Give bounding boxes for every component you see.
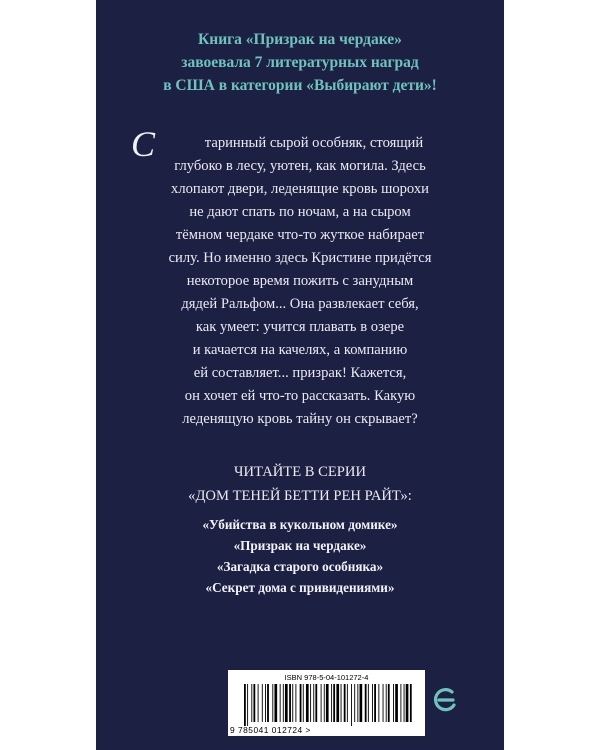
barcode-bar (388, 684, 390, 722)
description-line: таринный сырой особняк, стоящий (204, 135, 424, 151)
barcode-bar (383, 684, 384, 722)
promo-line: завоевала 7 литературных наград (181, 54, 419, 71)
description-line: хлопают двери, леденящие кровь шорохи (171, 181, 429, 197)
barcode-bar (351, 684, 352, 726)
book-title: «Секрет дома с привидениями» (205, 580, 395, 595)
barcode-bar (321, 684, 322, 722)
barcode-bar (344, 684, 346, 722)
barcode-bar (354, 684, 355, 722)
barcode-bar (372, 684, 373, 722)
barcode-bar (326, 684, 329, 722)
series-book-list (96, 514, 504, 598)
barcode-bar (374, 684, 376, 722)
series-heading (96, 460, 504, 508)
barcode-digits: 9 785041 012724 > (230, 725, 311, 735)
barcode-bar (360, 684, 363, 722)
barcode-bar (253, 684, 255, 722)
barcode-bar (333, 684, 335, 722)
book-title: «Убийства в кукольном домике» (202, 517, 398, 532)
book-title: «Загадка старого особняка» (216, 559, 384, 574)
barcode-bar (368, 684, 369, 722)
barcode-bar (274, 684, 277, 722)
barcode-bar (272, 684, 273, 722)
barcode-bar (324, 684, 325, 722)
description-line: некоторое время пожить с занудным (186, 273, 414, 289)
book-description (96, 124, 504, 431)
barcode-bar (341, 684, 342, 722)
barcode-bar (258, 684, 259, 722)
barcode-bar (365, 684, 367, 722)
drop-cap: С (131, 124, 156, 164)
description-line: как умеет: учится плавать в озере (195, 319, 405, 335)
barcode-bar (244, 684, 246, 726)
description-line: не дают спать по ночам, а на сыром (189, 204, 411, 220)
publisher-logo-icon (432, 686, 460, 714)
description-line: ей составляет... призрак! Кажется, (193, 365, 407, 381)
book-back-cover (96, 0, 504, 750)
barcode-bar (313, 684, 314, 722)
barcode-bar (410, 684, 412, 722)
isbn-label: ISBN 978-5-04-101272-4 (284, 673, 369, 682)
series-line-1: ЧИТАЙТЕ В СЕРИИ (234, 464, 366, 480)
description-line: он хочет ей что-то рассказать. Какую (184, 388, 416, 404)
barcode-bar (393, 684, 394, 722)
barcode-bar (251, 684, 252, 722)
barcode-bar (357, 684, 358, 722)
barcode-bar (347, 684, 348, 722)
barcode-bar (285, 684, 288, 722)
barcode-bar (280, 684, 281, 722)
barcode-bars (242, 684, 414, 726)
promo-line: Книга «Призрак на чердаке» (198, 31, 402, 48)
barcode-bar (306, 684, 309, 722)
barcode-bar (289, 684, 291, 722)
promo-line: в США в категории «Выбирают дети»! (163, 77, 437, 94)
barcode-bar (315, 684, 317, 722)
barcode-bar (406, 684, 409, 722)
barcode-bar (310, 684, 311, 722)
barcode-bar (400, 684, 401, 722)
description-line: и качается на качелях, а компанию (192, 342, 408, 358)
description-line: дядей Ральфом... Она развлекает себя, (181, 296, 419, 312)
barcode-bar (395, 684, 398, 722)
description-line: глубоко в лесу, уютен, как могила. Здесь (174, 158, 426, 174)
description-line: силу. Но именно здесь Кристине придётся (168, 250, 432, 266)
barcode-bar (404, 684, 405, 722)
barcode-panel (228, 670, 425, 736)
award-promo (96, 28, 504, 97)
barcode-bar (386, 684, 387, 722)
description-first-line (96, 124, 504, 164)
book-title: «Призрак на чердаке» (233, 538, 367, 553)
barcode-bar (331, 684, 332, 722)
barcode-bar (303, 684, 304, 722)
barcode-bar (262, 684, 263, 722)
series-line-2: «ДОМ ТЕНЕЙ БЕТТИ РЕН РАЙТ»: (188, 488, 412, 504)
description-line: леденящую кровь тайну он скрывает? (182, 411, 418, 427)
barcode-bar (247, 684, 248, 726)
description-line: тёмном чердаке что-то жуткое набирает (175, 227, 425, 243)
barcode-bar (283, 684, 284, 722)
barcode-bar (265, 684, 266, 722)
barcode-bar (336, 684, 339, 722)
barcode-bar (267, 684, 269, 722)
barcode-bar (378, 684, 379, 722)
barcode-bar (295, 684, 296, 722)
barcode-bar (300, 684, 302, 722)
barcode-bar (292, 684, 293, 722)
